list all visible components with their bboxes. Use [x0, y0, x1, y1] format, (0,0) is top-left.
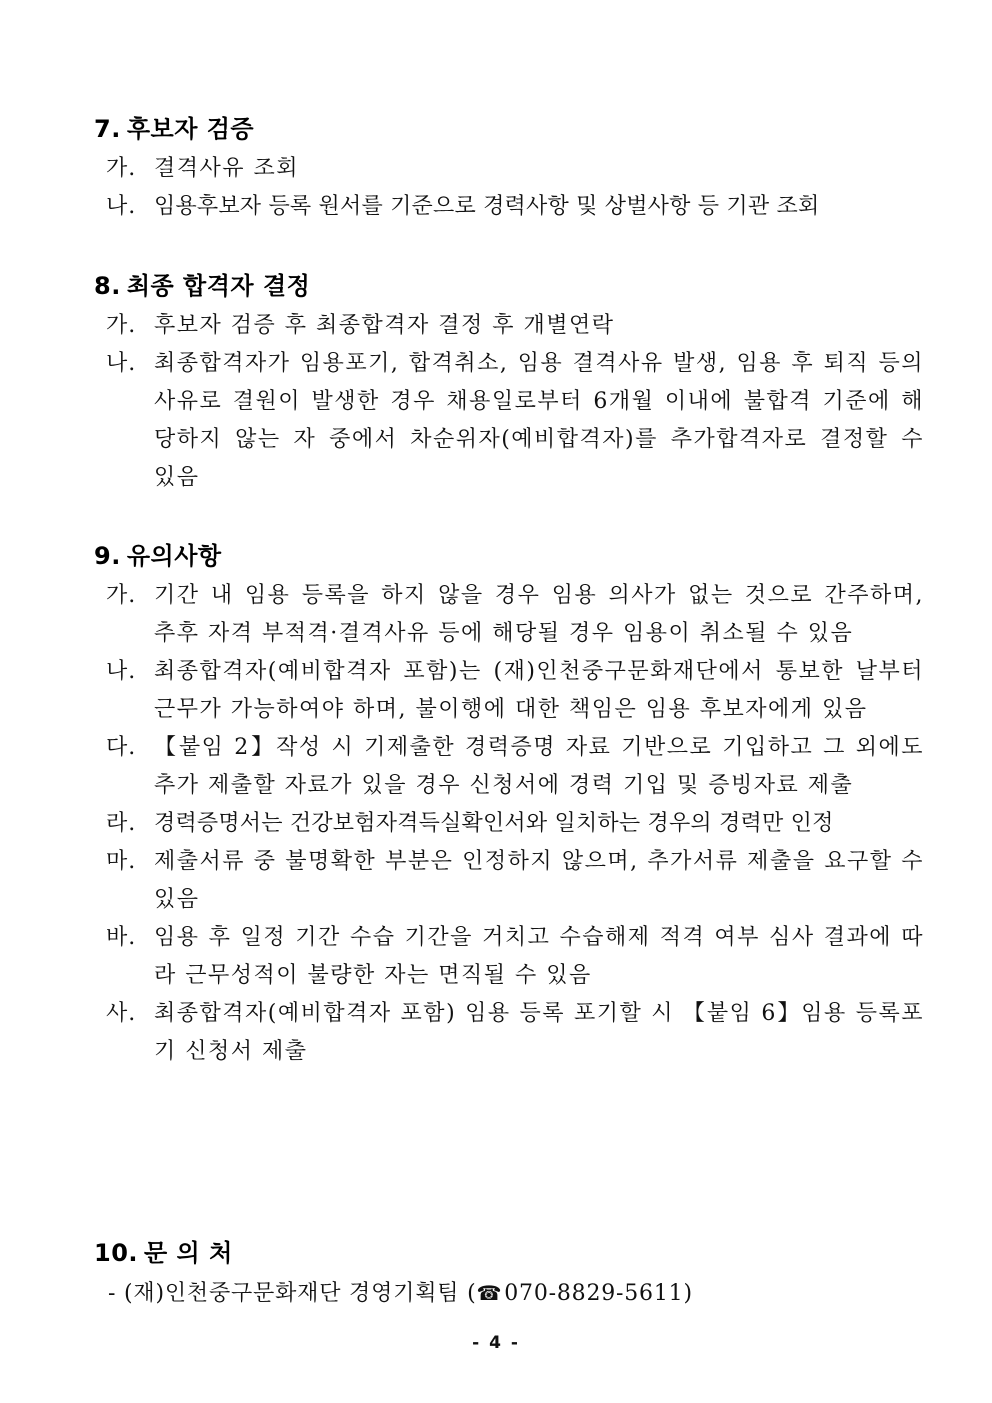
list-item — [94, 805, 924, 843]
section-title: 최종 합격자 결정 — [126, 272, 311, 300]
item-text: 임용 후 일정 기간 수습 기간을 거치고 수습해제 적격 여부 심사 결과에 따라 근무성적이 불량한 자는 면직될 수 있음 — [154, 925, 924, 988]
section-heading — [94, 271, 924, 301]
section-9 — [94, 541, 924, 1071]
list-item — [94, 653, 924, 729]
section-7 — [94, 114, 924, 226]
section-heading — [94, 1238, 924, 1268]
item-text: 최종합격자가 임용포기, 합격취소, 임용 결격사유 발생, 임용 후 퇴직 등의 사유로 결원이 발생한 경우 채용일로부터 6개월 이내에 불합격 기준에 해당하지 않는 자 중에서 차순위자(예비합격자)를 추가합격자로 결정할 수 있음 — [154, 351, 924, 490]
item-text: 결격사유 조회 — [154, 156, 300, 181]
item-marker: 마. — [106, 849, 137, 874]
section-heading — [94, 541, 924, 571]
section-number: 9. — [94, 542, 121, 570]
section-title: 후보자 검증 — [126, 115, 255, 143]
list-item — [94, 577, 924, 653]
telephone-icon: ☎ — [476, 1281, 503, 1305]
list-item — [94, 345, 924, 497]
list-item — [94, 729, 924, 805]
section-number: 7. — [94, 115, 121, 143]
item-text: 최종합격자(예비합격자 포함) 임용 등록 포기할 시 【붙임 6】임용 등록포기 신청서 제출 — [154, 1001, 924, 1064]
item-text: 임용후보자 등록 원서를 기준으로 경력사항 및 상벌사항 등 기관 조회 — [154, 194, 820, 219]
contact-prefix: - (재)인천중구문화재단 경영기획팀 ( — [108, 1281, 477, 1306]
section-title: 문 의 처 — [144, 1239, 233, 1267]
item-marker: 가. — [106, 583, 137, 608]
item-marker: 라. — [106, 811, 137, 836]
section-title: 유의사항 — [126, 542, 222, 570]
section-10 — [94, 1238, 924, 1313]
item-marker: 나. — [106, 351, 137, 376]
contact-suffix: ) — [683, 1281, 693, 1306]
section-number: 10. — [94, 1239, 139, 1267]
item-text: 【붙임 2】작성 시 기제출한 경력증명 자료 기반으로 기입하고 그 외에도 추가 제출할 자료가 있을 경우 신청서에 경력 기입 및 증빙자료 제출 — [154, 735, 924, 798]
item-marker: 나. — [106, 194, 137, 219]
list-item — [94, 919, 924, 995]
section-number: 8. — [94, 272, 121, 300]
item-marker: 가. — [106, 156, 137, 181]
contact-phone: 070-8829-5611 — [504, 1281, 684, 1306]
list-item — [94, 843, 924, 919]
contact-line — [94, 1274, 924, 1313]
item-text: 최종합격자(예비합격자 포함)는 (재)인천중구문화재단에서 통보한 날부터 근무가 가능하여야 하며, 불이행에 대한 책임은 임용 후보자에게 있음 — [154, 659, 924, 722]
item-text: 후보자 검증 후 최종합격자 결정 후 개별연락 — [154, 313, 615, 338]
section-heading — [94, 114, 924, 144]
item-text: 제출서류 중 불명확한 부분은 인정하지 않으며, 추가서류 제출을 요구할 수 있음 — [154, 849, 924, 912]
item-marker: 사. — [106, 1001, 137, 1026]
list-item — [94, 307, 924, 345]
item-marker: 나. — [106, 659, 137, 684]
page-number: - 4 - — [472, 1333, 520, 1353]
section-8 — [94, 271, 924, 497]
list-item — [94, 150, 924, 188]
item-text: 기간 내 임용 등록을 하지 않을 경우 임용 의사가 없는 것으로 간주하며, 추후 자격 부적격·결격사유 등에 해당될 경우 임용이 취소될 수 있음 — [154, 583, 924, 646]
list-item — [94, 188, 924, 226]
list-item — [94, 995, 924, 1071]
item-text: 경력증명서는 건강보험자격득실확인서와 일치하는 경우의 경력만 인정 — [154, 811, 834, 836]
item-marker: 가. — [106, 313, 137, 338]
item-marker: 바. — [106, 925, 137, 950]
item-marker: 다. — [106, 735, 137, 760]
